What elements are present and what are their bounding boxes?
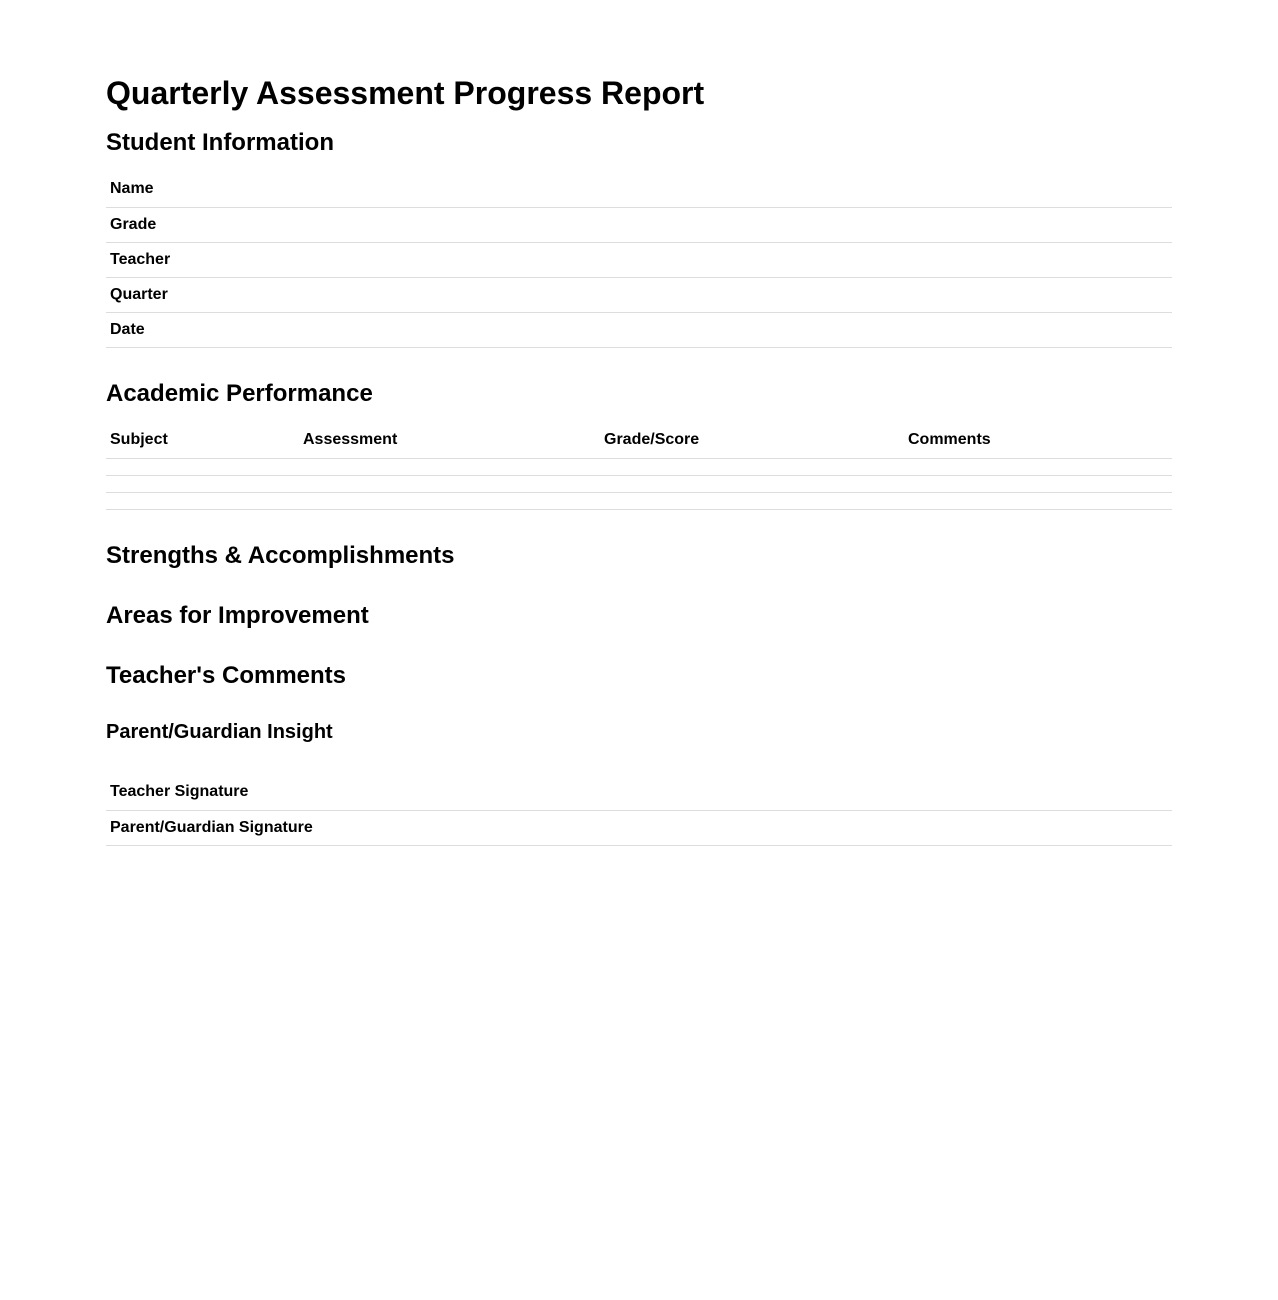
teacher-signature-field[interactable] [1133, 775, 1172, 810]
cell-comments[interactable] [904, 475, 1172, 492]
cell-comments[interactable] [904, 458, 1172, 475]
teachers-comments-heading: Teacher's Comments [106, 662, 347, 689]
page-title: Quarterly Assessment Progress Report [106, 75, 705, 111]
table-row [106, 475, 1172, 492]
table-row [106, 277, 1172, 312]
field-value-name[interactable] [1060, 172, 1172, 207]
cell-assessment[interactable] [299, 458, 600, 475]
table-row [106, 775, 1172, 810]
field-value-grade[interactable] [1060, 207, 1172, 242]
cell-assessment[interactable] [299, 492, 600, 509]
cell-grade-score[interactable] [600, 492, 904, 509]
table-header-row [106, 423, 1172, 458]
parent-signature-field[interactable] [1133, 810, 1172, 845]
field-value-quarter[interactable] [1060, 277, 1172, 312]
cell-assessment[interactable] [299, 475, 600, 492]
field-label-date: Date [106, 312, 1060, 347]
table-row [106, 207, 1172, 242]
table-row [106, 458, 1172, 475]
teacher-signature-label: Teacher Signature [106, 775, 1133, 810]
parent-signature-label: Parent/Guardian Signature [106, 810, 1133, 845]
cell-subject[interactable] [106, 458, 299, 475]
table-row [106, 492, 1172, 509]
field-label-teacher: Teacher [106, 242, 1060, 277]
student-information-heading: Student Information [106, 129, 334, 156]
field-label-grade: Grade [106, 207, 1060, 242]
cell-comments[interactable] [904, 492, 1172, 509]
signatures-table [106, 775, 1172, 846]
column-header-assessment: Assessment [299, 423, 600, 458]
table-row [106, 312, 1172, 347]
cell-grade-score[interactable] [600, 475, 904, 492]
cell-subject[interactable] [106, 475, 299, 492]
cell-subject[interactable] [106, 492, 299, 509]
strengths-heading: Strengths & Accomplishments [106, 542, 455, 569]
column-header-comments: Comments [904, 423, 1172, 458]
parent-guardian-insight-heading: Parent/Guardian Insight [106, 721, 333, 743]
column-header-subject: Subject [106, 423, 299, 458]
field-value-teacher[interactable] [1060, 242, 1172, 277]
table-row [106, 242, 1172, 277]
areas-for-improvement-heading: Areas for Improvement [106, 602, 369, 629]
field-value-date[interactable] [1060, 312, 1172, 347]
academic-performance-table [106, 423, 1172, 510]
cell-grade-score[interactable] [600, 458, 904, 475]
field-label-name: Name [106, 172, 1060, 207]
academic-performance-heading: Academic Performance [106, 380, 373, 407]
field-label-quarter: Quarter [106, 277, 1060, 312]
table-row [106, 810, 1172, 845]
column-header-grade-score: Grade/Score [600, 423, 904, 458]
student-information-table [106, 172, 1172, 348]
table-row [106, 172, 1172, 207]
